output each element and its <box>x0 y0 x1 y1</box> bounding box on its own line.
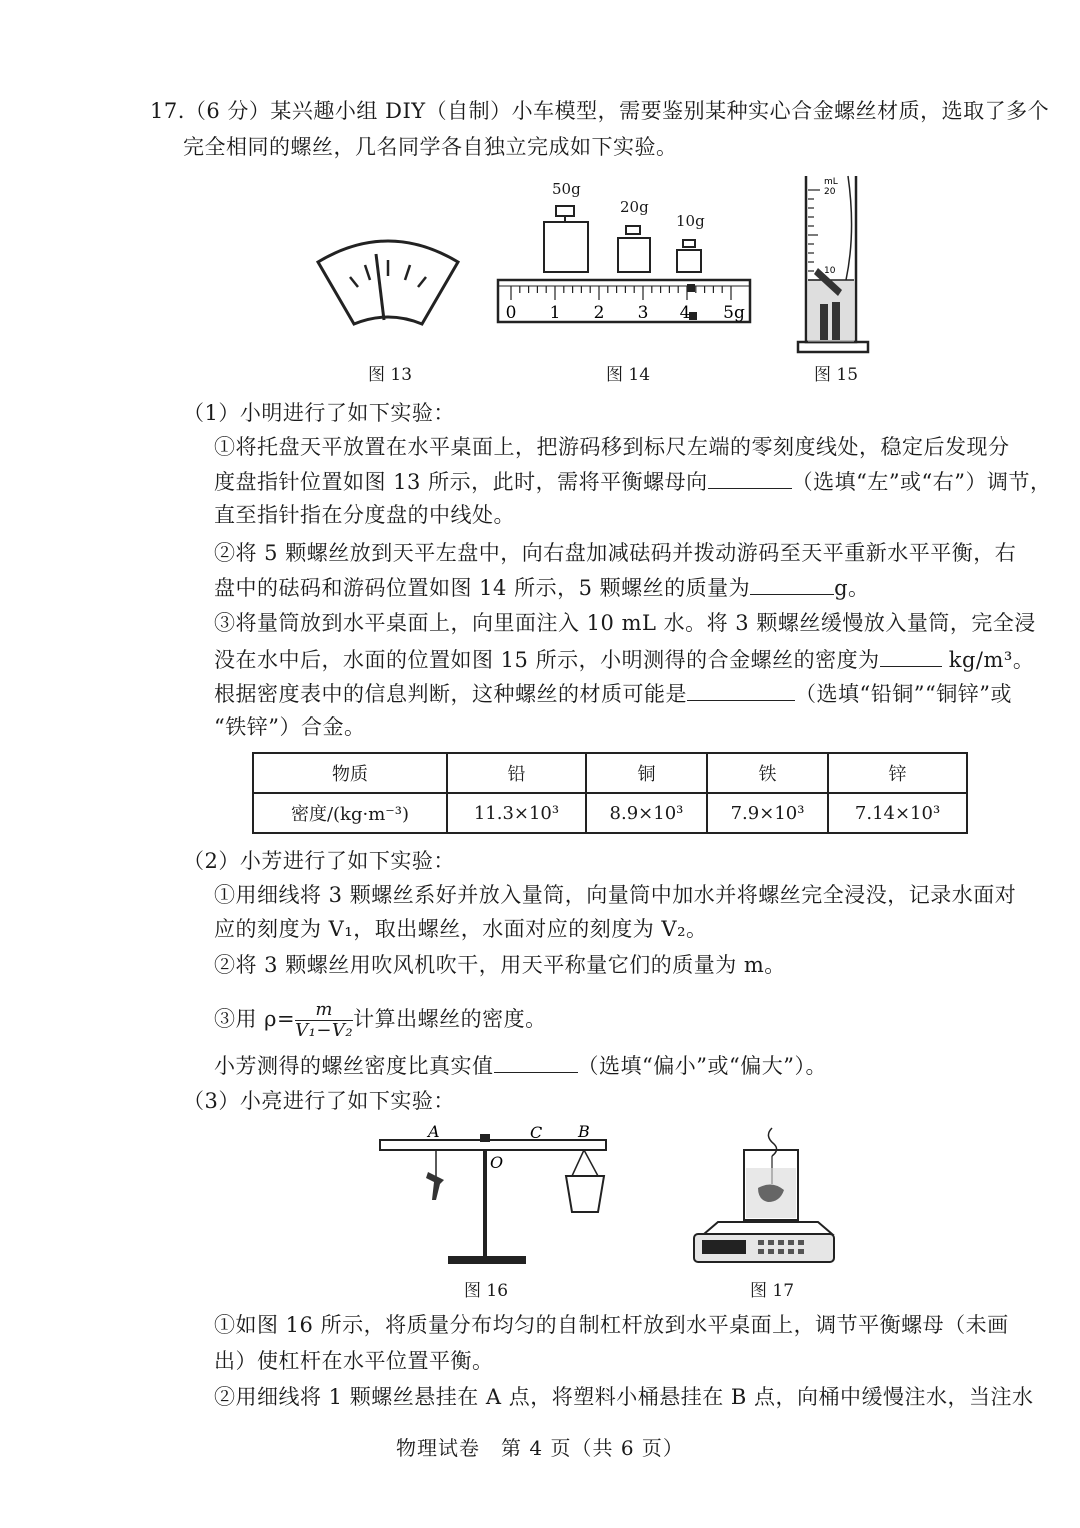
scale-tick-3: 3 <box>637 303 649 323</box>
figure-16-caption: 图 16 <box>464 1281 509 1301</box>
figure-15-caption: 图 15 <box>814 365 859 385</box>
figure-14-caption: 图 14 <box>606 365 651 385</box>
question-stem-line2: 完全相同的螺丝，几名同学各自独立完成如下实验。 <box>183 135 678 159</box>
part2-step1-line2: 应的刻度为 V₁，取出螺丝，水面对应的刻度为 V₂。 <box>214 917 708 941</box>
formula-denominator: V₁−V₂ <box>295 1020 354 1041</box>
figure-13-caption: 图 13 <box>368 365 413 385</box>
part1-step3-line1: ③将量筒放到水平桌面上，向里面注入 10 mL 水。将 3 颗螺丝缓慢放入量筒，完全浸 <box>214 611 1036 635</box>
part2-heading: （2）小芳进行了如下实验： <box>183 849 455 873</box>
part1-step3-line3-text: 根据密度表中的信息判断，这种螺丝的材质可能是 <box>214 682 687 706</box>
scale-tick-0: 0 <box>505 303 517 323</box>
part3-step2-line1: ②用细线将 1 颗螺丝悬挂在 A 点，将塑料小桶悬挂在 B 点，向桶中缓慢注水，当注水 <box>214 1385 1034 1409</box>
density-table <box>252 752 968 834</box>
answer-blank-mass[interactable] <box>750 572 834 595</box>
part1-step2-unit: g。 <box>834 576 870 600</box>
table-cell-copper: 8.9×10³ <box>586 793 707 833</box>
cylinder-unit: mL <box>824 177 838 187</box>
table-header-cell: 铅 <box>447 753 586 793</box>
page-footer: 物理试卷 第 4 页（共 6 页） <box>396 1436 684 1460</box>
part1-step1-line3: 直至指针指在分度盘的中线处。 <box>214 503 515 527</box>
part1-step2-line2-text: 盘中的砝码和游码位置如图 14 所示，5 颗螺丝的质量为 <box>214 576 751 600</box>
part1-step3-line4: “铁锌”）合金。 <box>214 715 366 739</box>
lever-pivot-o: O <box>490 1153 504 1172</box>
cylinder-mark-20: 20 <box>824 187 836 197</box>
part1-step2-line1: ②将 5 颗螺丝放到天平左盘中，向右盘加减砝码并拨动游码至天平重新水平平衡，右 <box>214 541 1017 565</box>
part2-step3-tail: 计算出螺丝的密度。 <box>353 1007 547 1031</box>
figure-17-caption: 图 17 <box>750 1281 795 1301</box>
figure-13-dial <box>310 232 466 332</box>
part2-conclusion <box>214 1050 827 1081</box>
part3-heading: （3）小亮进行了如下实验： <box>183 1089 455 1113</box>
part2-step3 <box>214 998 547 1041</box>
part1-step3-line3 <box>214 678 1012 709</box>
part1-step1-line2-text: 度盘指针位置如图 13 所示，此时，需将平衡螺母向 <box>214 470 708 494</box>
part3-step1-line1: ①如图 16 所示，将质量分布均匀的自制杠杆放到水平桌面上，调节平衡螺母（未画 <box>214 1313 1009 1337</box>
question-stem-line1: 17.（6 分）某兴趣小组 DIY（自制）小车模型，需要鉴别某种实心合金螺丝材质，选取了多个 <box>150 99 1050 123</box>
table-cell-lead: 11.3×10³ <box>447 793 586 833</box>
answer-blank-direction[interactable] <box>708 466 792 489</box>
figure-16-lever <box>376 1120 616 1270</box>
cylinder-mark-10: 10 <box>824 266 836 276</box>
density-formula <box>295 1000 353 1041</box>
table-header-cell: 物质 <box>253 753 447 793</box>
table-cell-zinc: 7.14×10³ <box>828 793 967 833</box>
part1-step3-line2-text: 没在水中后，水面的位置如图 15 所示，小明测得的合金螺丝的密度为 <box>214 648 880 672</box>
scale-tick-2: 2 <box>593 303 605 323</box>
scale-tick-1: 1 <box>549 303 561 323</box>
lever-point-a: A <box>428 1122 440 1141</box>
part1-step3-unit: kg/m³。 <box>948 648 1035 672</box>
part2-step1-line1: ①用细线将 3 颗螺丝系好并放入量筒，向量筒中加水并将螺丝完全浸没，记录水面对 <box>214 883 1017 907</box>
answer-blank-error[interactable] <box>494 1050 578 1073</box>
table-cell-iron: 7.9×10³ <box>707 793 828 833</box>
density-table-header <box>253 753 967 793</box>
part2-conclusion-text: 小芳测得的螺丝密度比真实值 <box>214 1054 494 1078</box>
table-header-cell: 铜 <box>586 753 707 793</box>
part3-step1-line2: 出）使杠杆在水平位置平衡。 <box>214 1349 494 1373</box>
scale-tick-5g: 5g <box>723 303 745 323</box>
figure-17-scale <box>688 1124 838 1268</box>
part1-step1-line2-tail: （选填“左”或“右”）调节， <box>791 470 1052 494</box>
part2-step2: ②将 3 颗螺丝用吹风机吹干，用天平称量它们的质量为 m。 <box>214 953 786 977</box>
part1-step3-line3-tail: （选填“铅铜”“铜锌”或 <box>795 682 1012 706</box>
density-table-row <box>253 793 967 833</box>
part1-heading: （1）小明进行了如下实验： <box>183 401 455 425</box>
formula-numerator: m <box>295 1000 353 1021</box>
lever-point-b: B <box>578 1122 590 1141</box>
answer-blank-material[interactable] <box>687 678 795 701</box>
part1-step2-line2 <box>214 572 870 603</box>
part2-conclusion-tail: （选填“偏小”或“偏大”）。 <box>577 1054 827 1078</box>
weight-20g-label: 20g <box>620 198 649 216</box>
part1-step3-line2 <box>214 644 1034 675</box>
lever-point-c: C <box>530 1123 543 1142</box>
part1-step1-line2 <box>214 466 1052 497</box>
weight-10g-label: 10g <box>676 212 705 230</box>
weight-50g-label: 50g <box>552 180 581 198</box>
part1-step1-line1: ①将托盘天平放置在水平桌面上，把游码移到标尺左端的零刻度线处，稳定后发现分 <box>214 435 1010 459</box>
answer-blank-density[interactable] <box>880 644 942 667</box>
scale-tick-4: 4 <box>679 303 691 323</box>
table-header-cell: 铁 <box>707 753 828 793</box>
part2-step3-text: ③用 ρ= <box>214 1007 296 1031</box>
table-row-label: 密度/(kg·m⁻³) <box>253 793 447 833</box>
figure-15-cylinder <box>796 172 872 358</box>
figure-14-balance <box>494 200 754 324</box>
table-header-cell: 锌 <box>828 753 967 793</box>
